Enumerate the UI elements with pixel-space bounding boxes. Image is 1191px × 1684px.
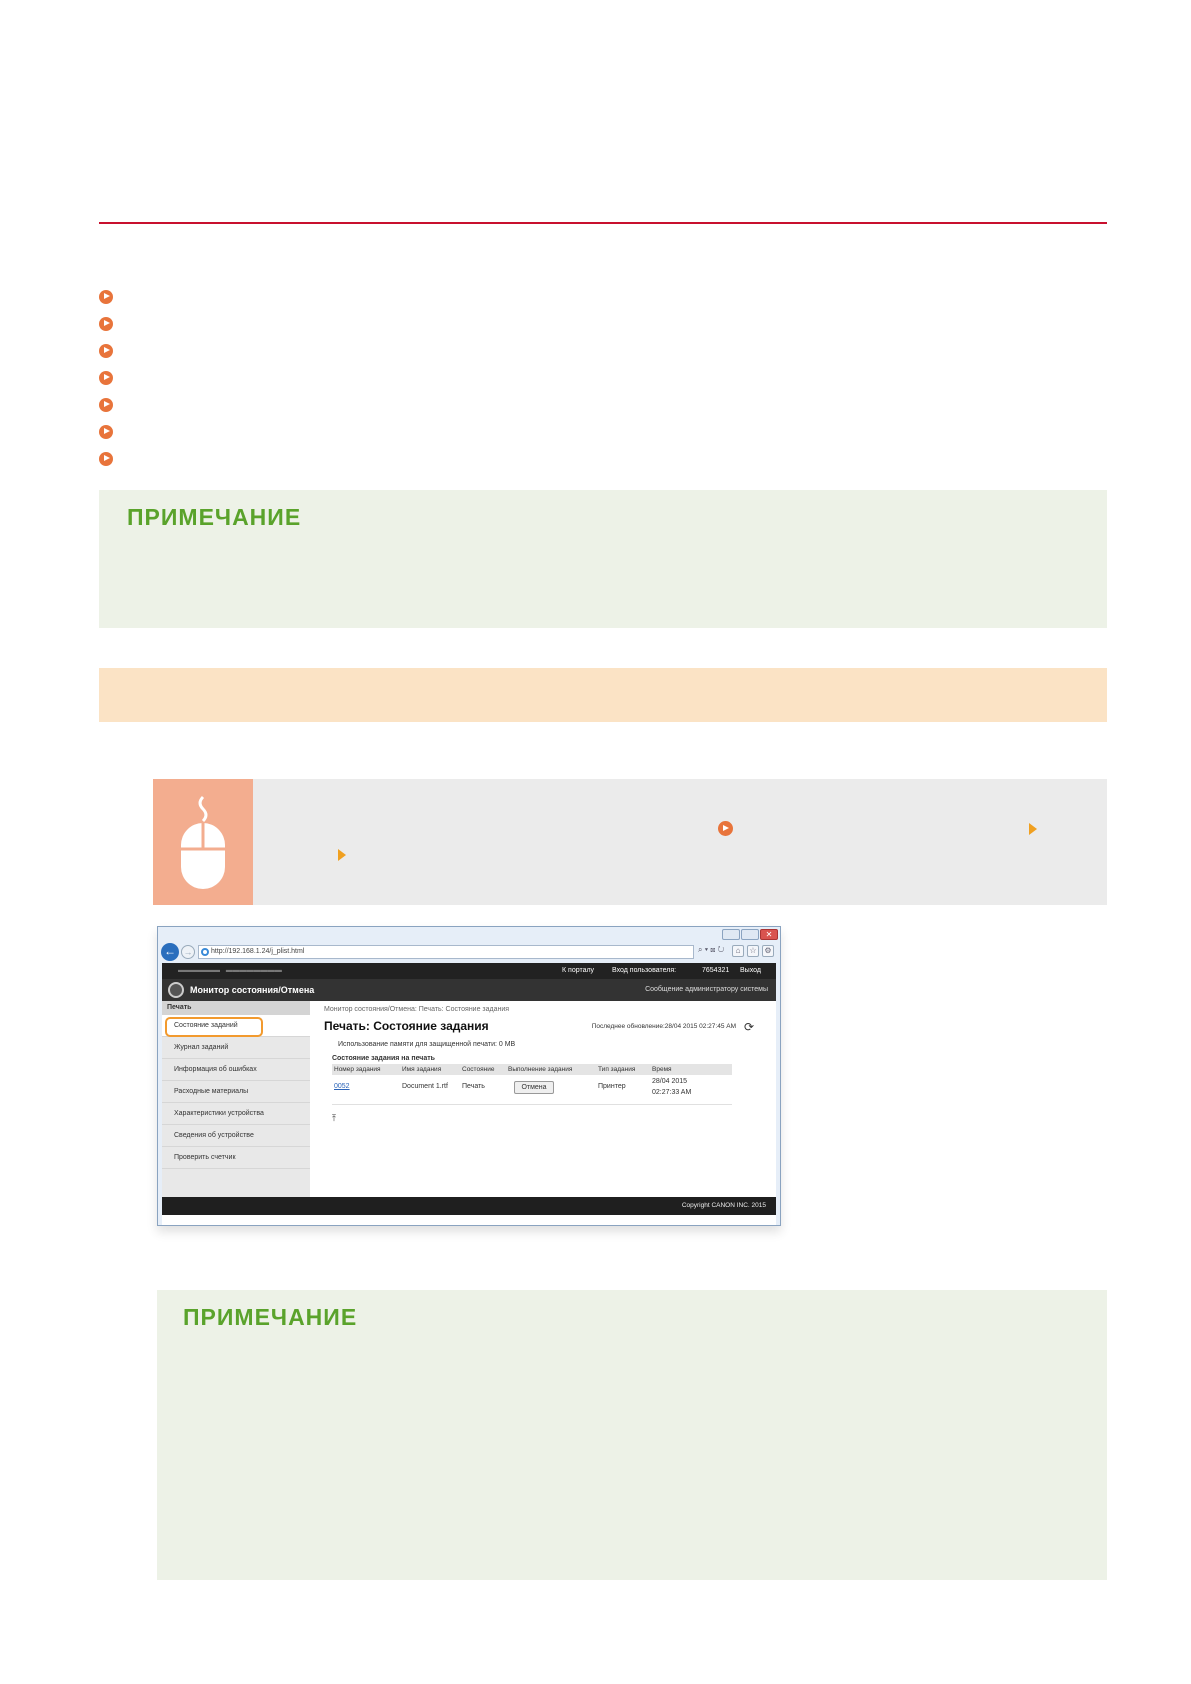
app-header	[162, 979, 776, 1001]
url-input[interactable]: http://192.168.1.24/j_plist.html	[198, 945, 694, 959]
toc-list	[99, 283, 1107, 472]
job-type: Принтер	[598, 1083, 626, 1090]
device-name-placeholder: ▬▬▬▬▬▬ ▬▬▬▬▬▬▬▬	[178, 967, 282, 974]
step-arrow-icon	[338, 849, 346, 861]
sidebar-item-device-info[interactable]: Сведения об устройстве	[162, 1125, 310, 1147]
forward-arrow-icon[interactable]: →	[181, 945, 195, 959]
page-title: Печать: Состояние задания	[324, 1019, 489, 1033]
toc-item[interactable]	[99, 310, 1107, 337]
job-state: Печать	[462, 1083, 485, 1090]
browser-screenshot	[157, 926, 781, 1226]
column-header: Тип задания	[598, 1066, 636, 1073]
main-content	[316, 1001, 772, 1197]
home-icon[interactable]: ⌂	[732, 945, 744, 957]
column-header: Имя задания	[402, 1066, 442, 1073]
app-title: Монитор состояния/Отмена	[190, 985, 315, 995]
column-header: Номер задания	[334, 1066, 381, 1073]
link-arrow-icon	[99, 317, 113, 331]
toc-item[interactable]	[99, 337, 1107, 364]
column-header: Время	[652, 1066, 672, 1073]
column-header: Состояние	[462, 1066, 495, 1073]
browser-toolbar	[732, 945, 774, 957]
note-heading: ПРИМЕЧАНИЕ	[127, 504, 302, 530]
sidebar-item-job-log[interactable]: Журнал заданий	[162, 1037, 310, 1059]
copyright: Copyright CANON INC. 2015	[681, 1202, 766, 1209]
table-title: Состояние задания на печать	[332, 1055, 435, 1062]
breadcrumb: Монитор состояния/Отмена: Печать: Состояние задания	[324, 1006, 510, 1013]
note-heading: ПРИМЕЧАНИЕ	[183, 1304, 358, 1330]
sidebar-item-consumables[interactable]: Расходные материалы	[162, 1081, 310, 1103]
toc-item[interactable]	[99, 418, 1107, 445]
column-header: Выполнение задания	[508, 1066, 573, 1073]
sidebar-item-error-info[interactable]: Информация об ошибках	[162, 1059, 310, 1081]
job-date: 28/04 2015	[652, 1078, 688, 1085]
star-icon[interactable]: ☆	[747, 945, 759, 957]
toc-item[interactable]	[99, 364, 1107, 391]
note-box	[99, 490, 1107, 628]
sidebar-item-device-features[interactable]: Характеристики устройства	[162, 1103, 310, 1125]
minimize-icon[interactable]	[722, 929, 740, 940]
address-bar	[158, 941, 780, 961]
job-time: 02:27:33 AM	[652, 1089, 692, 1096]
last-update: Последнее обновление:28/04 2015 02:27:45 AM	[591, 1023, 736, 1030]
login-user: 7654321	[702, 967, 730, 974]
admin-message-link[interactable]: Сообщение администратору системы	[645, 986, 768, 993]
cancel-button[interactable]: Отмена	[514, 1081, 554, 1094]
mouse-tile	[153, 779, 253, 905]
back-arrow-icon[interactable]: ←	[161, 943, 179, 961]
memory-usage: Использование памяти для защищенной печати: 0 MB	[338, 1041, 516, 1048]
operation-box	[153, 779, 1107, 905]
sidebar-item-job-status[interactable]: Состояние заданий	[162, 1015, 310, 1037]
job-number-link[interactable]: 0052	[334, 1083, 350, 1090]
sidebar-section: Печать	[162, 1001, 310, 1015]
link-arrow-icon	[99, 398, 113, 412]
sidebar-item-counter[interactable]: Проверить счетчик	[162, 1147, 310, 1169]
highlight-outline	[165, 1017, 263, 1037]
toc-item[interactable]	[99, 391, 1107, 418]
logout-link[interactable]: Выход	[740, 967, 761, 974]
sidebar	[162, 1001, 310, 1197]
link-arrow-icon	[99, 452, 113, 466]
ie-icon	[201, 948, 209, 956]
search-icon[interactable]: ⌕ ▾ ⊠ ↻	[698, 945, 725, 954]
note-box	[157, 1290, 1107, 1580]
job-name: Document 1.rtf	[402, 1083, 448, 1090]
footer	[162, 1197, 776, 1215]
link-arrow-icon	[99, 371, 113, 385]
title-rule	[99, 222, 1107, 224]
link-arrow-icon	[99, 344, 113, 358]
login-label: Вход пользователя:	[612, 967, 677, 974]
toc-item[interactable]	[99, 283, 1107, 310]
refresh-icon[interactable]: ⟳	[743, 1020, 754, 1034]
link-arrow-icon	[99, 290, 113, 304]
to-top-icon[interactable]: ⤒	[332, 1113, 336, 1123]
maximize-icon[interactable]	[741, 929, 759, 940]
top-header	[162, 963, 776, 979]
remote-ui-page	[162, 963, 776, 1225]
link-arrow-icon[interactable]	[718, 821, 733, 836]
link-arrow-icon	[99, 425, 113, 439]
section-header-bar	[99, 668, 1107, 722]
table-row	[332, 1077, 732, 1105]
gear-icon[interactable]: ⚙	[762, 945, 774, 957]
portal-link[interactable]: К порталу	[562, 967, 595, 974]
canon-logo	[168, 982, 184, 998]
toc-item[interactable]	[99, 445, 1107, 472]
table-header	[332, 1064, 732, 1075]
close-icon[interactable]: ✕	[760, 929, 778, 940]
mouse-icon	[153, 779, 253, 905]
step-arrow-icon	[1029, 823, 1037, 835]
window-titlebar	[158, 927, 780, 941]
